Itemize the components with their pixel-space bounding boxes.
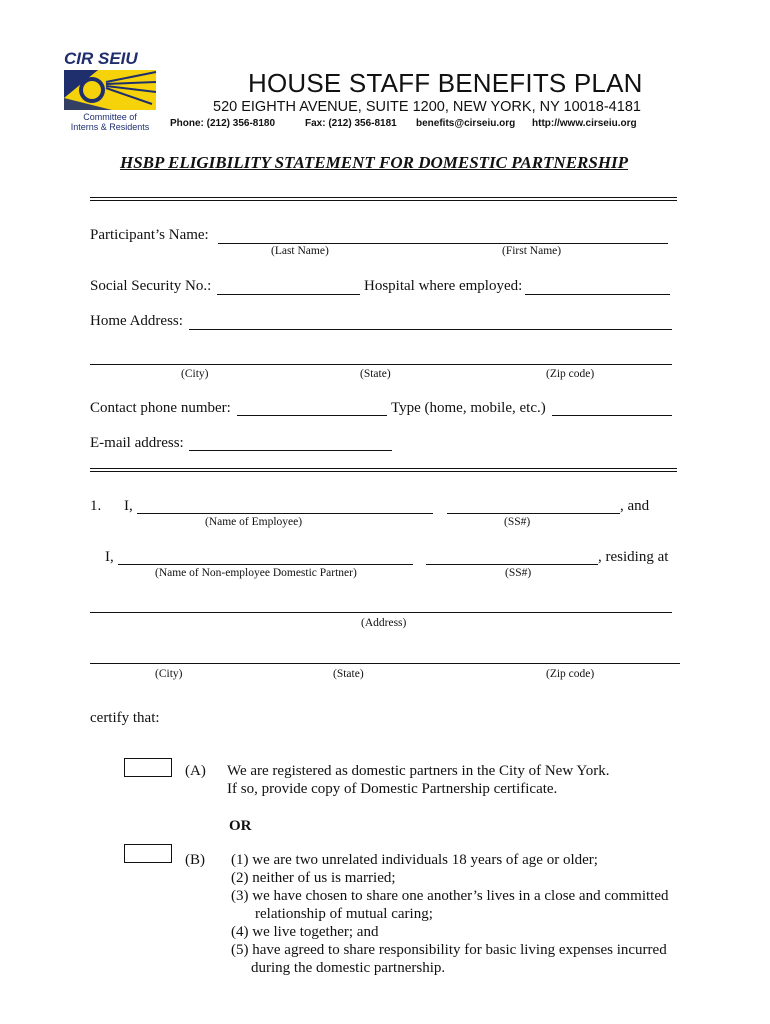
phone-type-field[interactable] xyxy=(552,415,672,416)
partner-name-caption: (Name of Non-employee Domestic Partner) xyxy=(155,567,357,579)
logo-caption-2: Interns & Residents xyxy=(70,122,150,132)
home-state-caption: (State) xyxy=(360,368,391,380)
option-b-item-1: (1) we are two unrelated individuals 18 years of age or older; xyxy=(231,852,598,868)
divider-mid-1 xyxy=(90,468,677,469)
ssn-field[interactable] xyxy=(217,294,360,295)
plan-phone: Phone: (212) 356-8180 xyxy=(170,118,276,129)
last-name-caption: (Last Name) xyxy=(271,245,329,257)
option-a-line-1: We are registered as domestic partners in the City of New York. xyxy=(227,763,610,779)
employee-ssn-field[interactable] xyxy=(447,513,620,514)
residence-state-caption: (State) xyxy=(333,668,364,680)
employee-name-field[interactable] xyxy=(137,513,433,514)
option-b-checkbox[interactable] xyxy=(124,844,172,863)
first-name-caption: (First Name) xyxy=(502,245,562,257)
employee-name-caption: (Name of Employee) xyxy=(205,516,303,528)
participant-name-label: Participant’s Name: xyxy=(90,227,209,243)
home-address-label: Home Address: xyxy=(90,313,183,329)
logo-caption-1: Committee of xyxy=(83,112,137,122)
home-city-caption: (City) xyxy=(181,368,209,380)
home-zip-caption: (Zip code) xyxy=(546,368,595,380)
partner-ssn-field[interactable] xyxy=(426,564,598,565)
option-b-item-2: (2) neither of us is married; xyxy=(231,870,396,886)
certify-that-label: certify that: xyxy=(90,710,160,726)
divider-mid-2 xyxy=(90,471,677,472)
participant-name-field[interactable] xyxy=(218,243,668,244)
or-label: OR xyxy=(229,818,252,834)
residence-zip-caption: (Zip code) xyxy=(546,668,595,680)
plan-address: 520 EIGHTH AVENUE, SUITE 1200, NEW YORK, NY 10018-4181 xyxy=(213,99,641,115)
contact-phone-label: Contact phone number: xyxy=(90,400,231,416)
form-title: HSBP ELIGIBILITY STATEMENT FOR DOMESTIC PARTNERSHIP xyxy=(120,153,629,172)
email-field[interactable] xyxy=(189,450,392,451)
logo-graphic xyxy=(62,48,158,132)
partner-i-label: I, xyxy=(105,549,114,565)
partner-name-field[interactable] xyxy=(118,564,413,565)
option-a-label: (A) xyxy=(185,763,206,779)
residence-city-caption: (City) xyxy=(155,668,183,680)
divider-top-1 xyxy=(90,197,677,198)
ssn-label: Social Security No.: xyxy=(90,278,212,294)
divider-top-2 xyxy=(90,200,677,201)
email-label: E-mail address: xyxy=(90,435,184,451)
plan-email: benefits@cirseiu.org xyxy=(416,118,516,129)
employee-ssn-caption: (SS#) xyxy=(504,516,531,528)
option-b-item-3-cont: relationship of mutual caring; xyxy=(255,906,433,922)
option-b-item-5-cont: during the domestic partnership. xyxy=(251,960,446,976)
cir-seiu-logo xyxy=(62,48,158,132)
residence-city-state-zip-field[interactable] xyxy=(90,663,680,664)
section-1-number: 1. xyxy=(90,498,102,514)
logo-wordmark: CIR SEIU xyxy=(64,49,138,68)
option-b-label: (B) xyxy=(185,852,205,868)
residing-at-label: , residing at xyxy=(598,549,669,565)
option-a-line-2: If so, provide copy of Domestic Partnership certificate. xyxy=(227,781,558,797)
plan-title: HOUSE STAFF BENEFITS PLAN xyxy=(248,68,643,98)
employee-i-label: I, xyxy=(124,498,133,514)
plan-fax: Fax: (212) 356-8181 xyxy=(305,118,397,129)
hospital-label: Hospital where employed: xyxy=(364,278,523,294)
option-a-checkbox[interactable] xyxy=(124,758,172,777)
partner-ssn-caption: (SS#) xyxy=(505,567,532,579)
hospital-field[interactable] xyxy=(525,294,670,295)
phone-type-label: Type (home, mobile, etc.) xyxy=(391,400,546,416)
plan-website: http://www.cirseiu.org xyxy=(532,118,637,129)
residence-address-caption: (Address) xyxy=(361,617,407,629)
home-address-city-state-zip-field[interactable] xyxy=(90,364,672,365)
contact-phone-field[interactable] xyxy=(237,415,387,416)
option-b-item-4: (4) we live together; and xyxy=(231,924,379,940)
and-label: , and xyxy=(620,498,650,514)
option-b-item-5: (5) have agreed to share responsibility for basic living expenses incurred xyxy=(231,942,667,958)
option-b-item-3: (3) we have chosen to share one another’s lives in a close and committed xyxy=(231,888,669,904)
residence-address-field[interactable] xyxy=(90,612,672,613)
home-address-field[interactable] xyxy=(189,329,672,330)
